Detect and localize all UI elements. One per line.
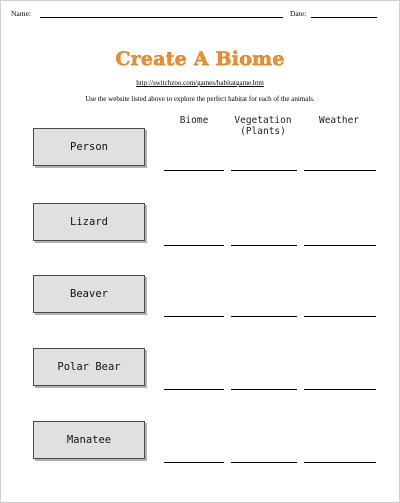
answer-line-lizard-vegetation[interactable] (231, 245, 297, 246)
answer-line-polar-bear-vegetation[interactable] (231, 389, 297, 390)
answer-line-lizard-biome[interactable] (164, 245, 224, 246)
answer-line-manatee-weather[interactable] (304, 462, 376, 463)
page-title: Create A Biome (115, 48, 285, 70)
answer-line-person-weather[interactable] (304, 170, 376, 171)
column-header-weather: Weather (318, 115, 360, 126)
answer-line-person-biome[interactable] (164, 170, 224, 171)
animal-box-manatee: Manatee (33, 421, 145, 459)
answer-line-beaver-weather[interactable] (304, 316, 376, 317)
answer-line-polar-bear-weather[interactable] (304, 389, 376, 390)
answer-line-beaver-biome[interactable] (164, 316, 224, 317)
answer-line-person-vegetation[interactable] (231, 170, 297, 171)
answer-line-polar-bear-biome[interactable] (164, 389, 224, 390)
answer-line-manatee-biome[interactable] (164, 462, 224, 463)
date-field[interactable] (311, 17, 377, 18)
answer-line-manatee-vegetation[interactable] (231, 462, 297, 463)
answer-line-lizard-weather[interactable] (304, 245, 376, 246)
animal-box-lizard: Lizard (33, 203, 145, 241)
name-label: Name: (11, 9, 31, 18)
column-header-vegetation: Vegetation (Plants) (234, 115, 292, 137)
animal-box-beaver: Beaver (33, 275, 145, 313)
website-link[interactable]: http://switchzoo.com/games/habitatgame.htm (136, 79, 264, 87)
animal-box-person: Person (33, 128, 145, 166)
column-header-biome: Biome (179, 115, 209, 126)
animal-box-polar-bear: Polar Bear (33, 348, 145, 386)
date-label: Date: (290, 9, 307, 18)
name-field[interactable] (40, 17, 283, 18)
instructions-text: Use the website listed above to explore the perfect habitat for each of the animals. (85, 95, 315, 103)
answer-line-beaver-vegetation[interactable] (231, 316, 297, 317)
